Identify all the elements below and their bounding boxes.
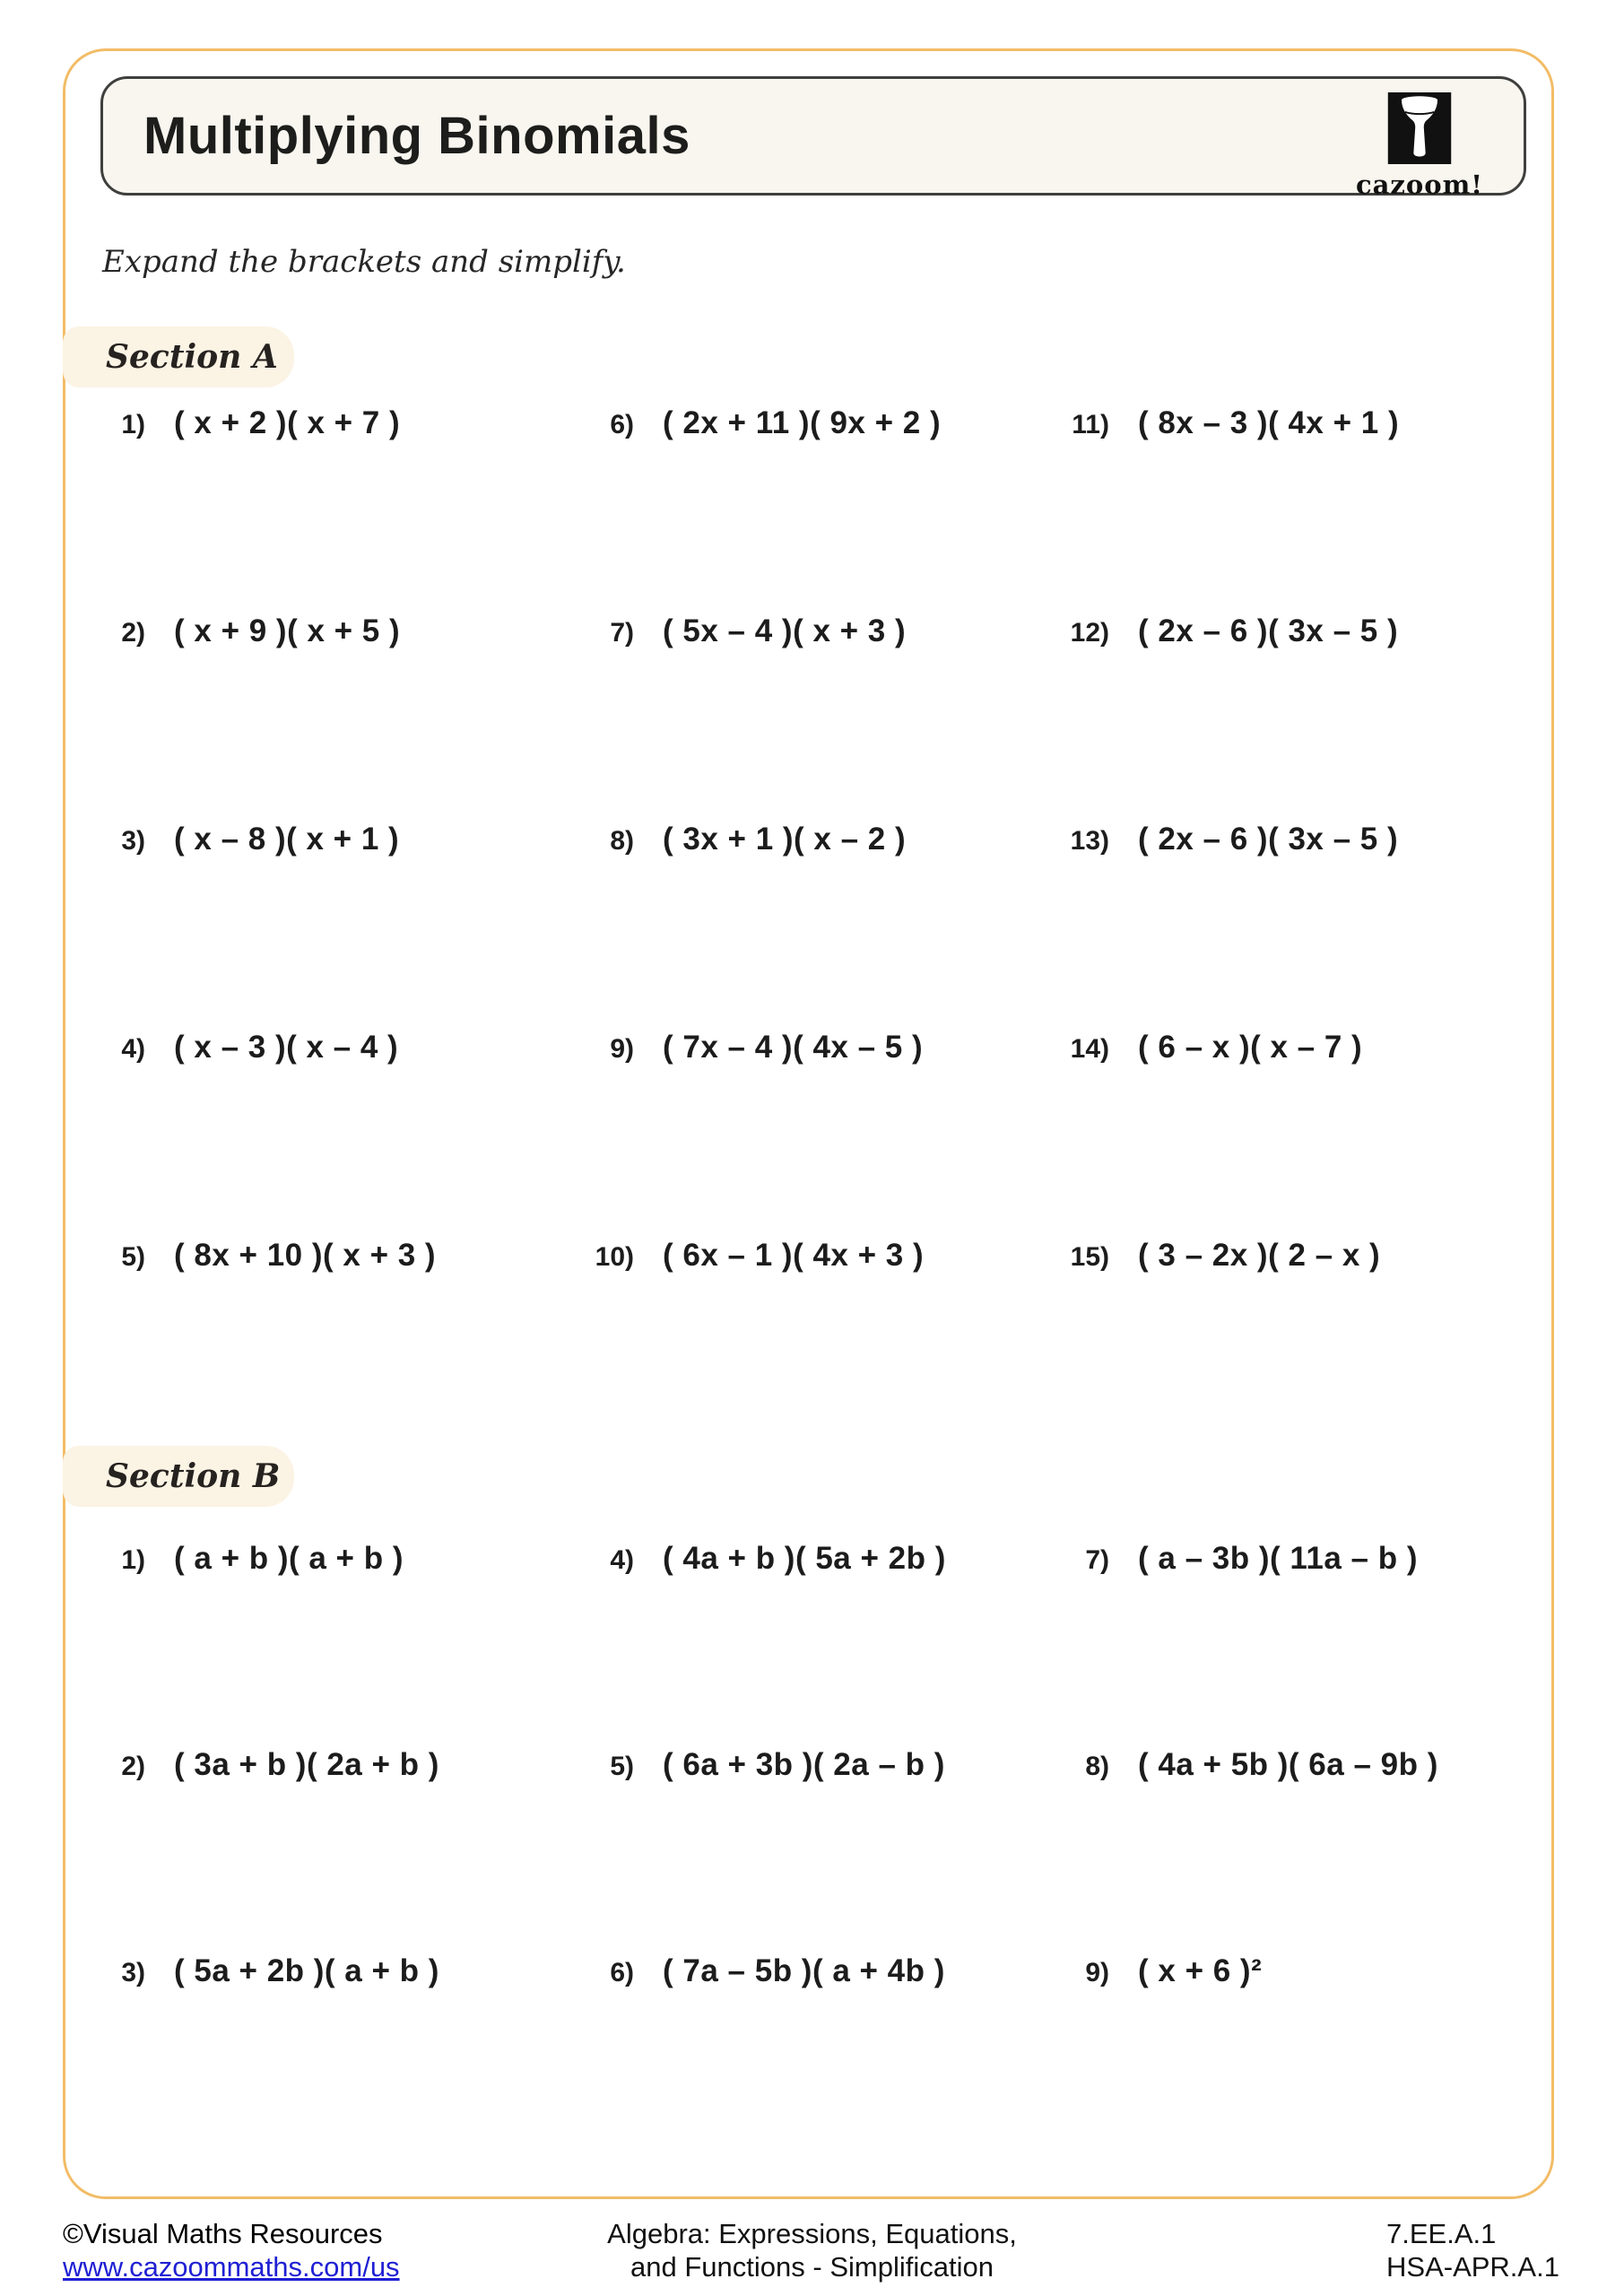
djembe-drum-icon [1387, 92, 1452, 164]
problem-expression: ( x – 3 )( x – 4 ) [174, 1030, 399, 1065]
problem-number: 2) [121, 618, 145, 648]
problem-expression: ( 6x – 1 )( 4x + 3 ) [663, 1238, 925, 1273]
problem-b4 [589, 1541, 1064, 1747]
copyright-text: ©Visual Maths Resources [63, 2218, 383, 2249]
footer-standards [1386, 2217, 1559, 2283]
problem-expression: ( 8x + 10 )( x + 3 ) [174, 1238, 437, 1273]
problem-number: 5) [121, 1242, 145, 1272]
problem-b7 [1064, 1541, 1499, 1747]
problem-a10 [589, 1238, 1064, 1446]
problem-a7 [589, 613, 1064, 822]
topic-line-1: Algebra: Expressions, Equations, [607, 2218, 1017, 2249]
problem-b3 [100, 1953, 589, 2160]
problem-number: 5) [610, 1752, 634, 1781]
problem-expression: ( 5x – 4 )( x + 3 ) [663, 613, 907, 648]
problem-expression: ( 2x – 6 )( 3x – 5 ) [1138, 822, 1399, 857]
brand-name: cazoom! [1355, 170, 1484, 200]
problem-a1 [100, 405, 589, 613]
footer-topic [0, 2217, 1624, 2283]
problem-b2 [100, 1747, 589, 1953]
topic-line-2: and Functions - Simplification [630, 2251, 994, 2283]
problem-number: 9) [1085, 1958, 1109, 1987]
section-b-problems [100, 1541, 1499, 2160]
cazoom-logo [1348, 92, 1491, 200]
problem-number: 13) [1070, 826, 1109, 856]
website-link[interactable]: www.cazoommaths.com/us [63, 2251, 400, 2283]
problem-expression: ( 4a + b )( 5a + 2b ) [663, 1541, 946, 1576]
problem-number: 1) [121, 410, 145, 439]
problem-expression: ( 4a + 5b )( 6a – 9b ) [1138, 1747, 1438, 1782]
section-b-label [63, 1446, 294, 1507]
problem-expression: ( 3a + b )( 2a + b ) [174, 1747, 439, 1782]
problem-expression: ( 3 – 2x )( 2 – x ) [1138, 1238, 1381, 1273]
section-a-label-text: Section A [106, 338, 278, 376]
problem-expression: ( 3x + 1 )( x – 2 ) [663, 822, 907, 857]
problem-b6 [589, 1953, 1064, 2160]
problem-a11 [1064, 405, 1499, 613]
section-a-problems [100, 405, 1499, 1446]
problem-expression: ( x + 6 )² [1138, 1953, 1263, 1988]
problem-number: 11) [1072, 410, 1109, 439]
problem-expression: ( 7a – 5b )( a + 4b ) [663, 1953, 945, 1988]
problem-number: 4) [121, 1034, 145, 1064]
standard-code-2: HSA-APR.A.1 [1386, 2251, 1559, 2283]
problem-a13 [1064, 822, 1499, 1030]
problem-number: 8) [1085, 1752, 1109, 1781]
problem-expression: ( 2x + 11 )( 9x + 2 ) [663, 405, 942, 440]
problem-expression: ( 7x – 4 )( 4x – 5 ) [663, 1030, 924, 1065]
problem-number: 2) [121, 1752, 145, 1781]
problem-number: 4) [610, 1545, 634, 1575]
problem-expression: ( x – 8 )( x + 1 ) [174, 822, 400, 857]
instruction-text: Expand the brackets and simplify. [102, 244, 626, 280]
section-b-label-text: Section B [106, 1457, 281, 1495]
problem-number: 3) [121, 826, 145, 856]
problem-a12 [1064, 613, 1499, 822]
problem-number: 8) [610, 826, 634, 856]
problem-a15 [1064, 1238, 1499, 1446]
problem-a9 [589, 1030, 1064, 1238]
problem-a4 [100, 1030, 589, 1238]
problem-number: 12) [1070, 618, 1109, 648]
problem-number: 15) [1070, 1242, 1109, 1272]
problem-number: 10) [595, 1242, 634, 1272]
problem-b9 [1064, 1953, 1499, 2160]
problem-number: 9) [610, 1034, 634, 1064]
standard-code-1: 7.EE.A.1 [1386, 2218, 1497, 2249]
problem-a6 [589, 405, 1064, 613]
problem-a8 [589, 822, 1064, 1030]
problem-number: 1) [121, 1545, 145, 1575]
problem-b5 [589, 1747, 1064, 1953]
problem-number: 6) [610, 1958, 634, 1987]
problem-number: 6) [610, 410, 634, 439]
problem-expression: ( x + 2 )( x + 7 ) [174, 405, 401, 440]
problem-expression: ( x + 9 )( x + 5 ) [174, 613, 401, 648]
problem-a14 [1064, 1030, 1499, 1238]
problem-number: 7) [610, 618, 634, 648]
problem-expression: ( 5a + 2b )( a + b ) [174, 1953, 439, 1988]
title-box [100, 76, 1526, 200]
page-title: Multiplying Binomials [143, 107, 690, 165]
problem-expression: ( a + b )( a + b ) [174, 1541, 404, 1576]
problem-b1 [100, 1541, 589, 1747]
section-a-label [63, 326, 294, 387]
problem-expression: ( a – 3b )( 11a – b ) [1138, 1541, 1418, 1576]
problem-a5 [100, 1238, 589, 1446]
problem-a2 [100, 613, 589, 822]
problem-number: 14) [1070, 1034, 1109, 1064]
problem-expression: ( 8x – 3 )( 4x + 1 ) [1138, 405, 1400, 440]
problem-number: 3) [121, 1958, 145, 1987]
problem-expression: ( 2x – 6 )( 3x – 5 ) [1138, 613, 1399, 648]
problem-a3 [100, 822, 589, 1030]
problem-number: 7) [1085, 1545, 1109, 1575]
problem-b8 [1064, 1747, 1499, 1953]
problem-expression: ( 6a + 3b )( 2a – b ) [663, 1747, 945, 1782]
problem-expression: ( 6 – x )( x – 7 ) [1138, 1030, 1363, 1065]
